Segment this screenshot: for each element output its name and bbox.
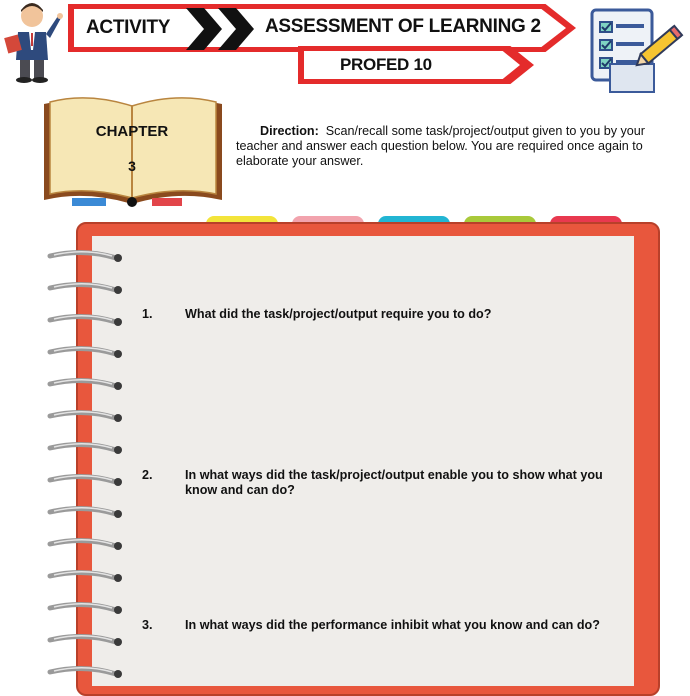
question-text: What did the task/project/output require you to do?	[185, 307, 492, 321]
spiral-binding-icon	[40, 248, 130, 678]
activity-label: ACTIVITY	[86, 17, 171, 38]
chapter-number: 3	[128, 158, 136, 174]
spiral-ring	[50, 636, 122, 646]
chapter-label: CHAPTER	[95, 123, 169, 140]
teacher-character-icon	[2, 2, 66, 84]
spiral-ring	[50, 380, 122, 390]
checklist-pencil-icon	[590, 4, 686, 96]
spiral-ring	[50, 412, 122, 422]
spiral-ring	[50, 604, 122, 614]
spiral-ring	[50, 252, 122, 262]
open-book-icon	[40, 94, 226, 212]
question-text: In what ways did the performance inhibit what you know and can do?	[185, 618, 600, 632]
spiral-ring	[50, 316, 122, 326]
spiral-ring	[50, 348, 122, 358]
spiral-ring	[50, 476, 122, 486]
spiral-ring	[50, 284, 122, 294]
question-number: 2.	[142, 468, 153, 482]
spiral-ring	[50, 444, 122, 454]
question-number: 3.	[142, 618, 153, 632]
spiral-ring	[50, 540, 122, 550]
direction-paragraph	[236, 124, 676, 169]
spiral-ring	[50, 508, 122, 518]
assessment-title: ASSESSMENT OF LEARNING 2	[265, 16, 541, 37]
direction-text: Scan/recall some task/project/output given to you by your teacher and answer each question below. You are required once again to elaborate your answer.	[236, 124, 645, 168]
question-text: In what ways did the task/project/output enable you to show what you know and can do?	[185, 468, 603, 497]
question-number: 1.	[142, 307, 153, 321]
course-code: PROFED 10	[340, 55, 432, 74]
double-chevron-icon	[186, 8, 258, 50]
direction-lead: Direction:	[260, 124, 319, 138]
spiral-ring	[50, 668, 122, 678]
spiral-ring	[50, 572, 122, 582]
